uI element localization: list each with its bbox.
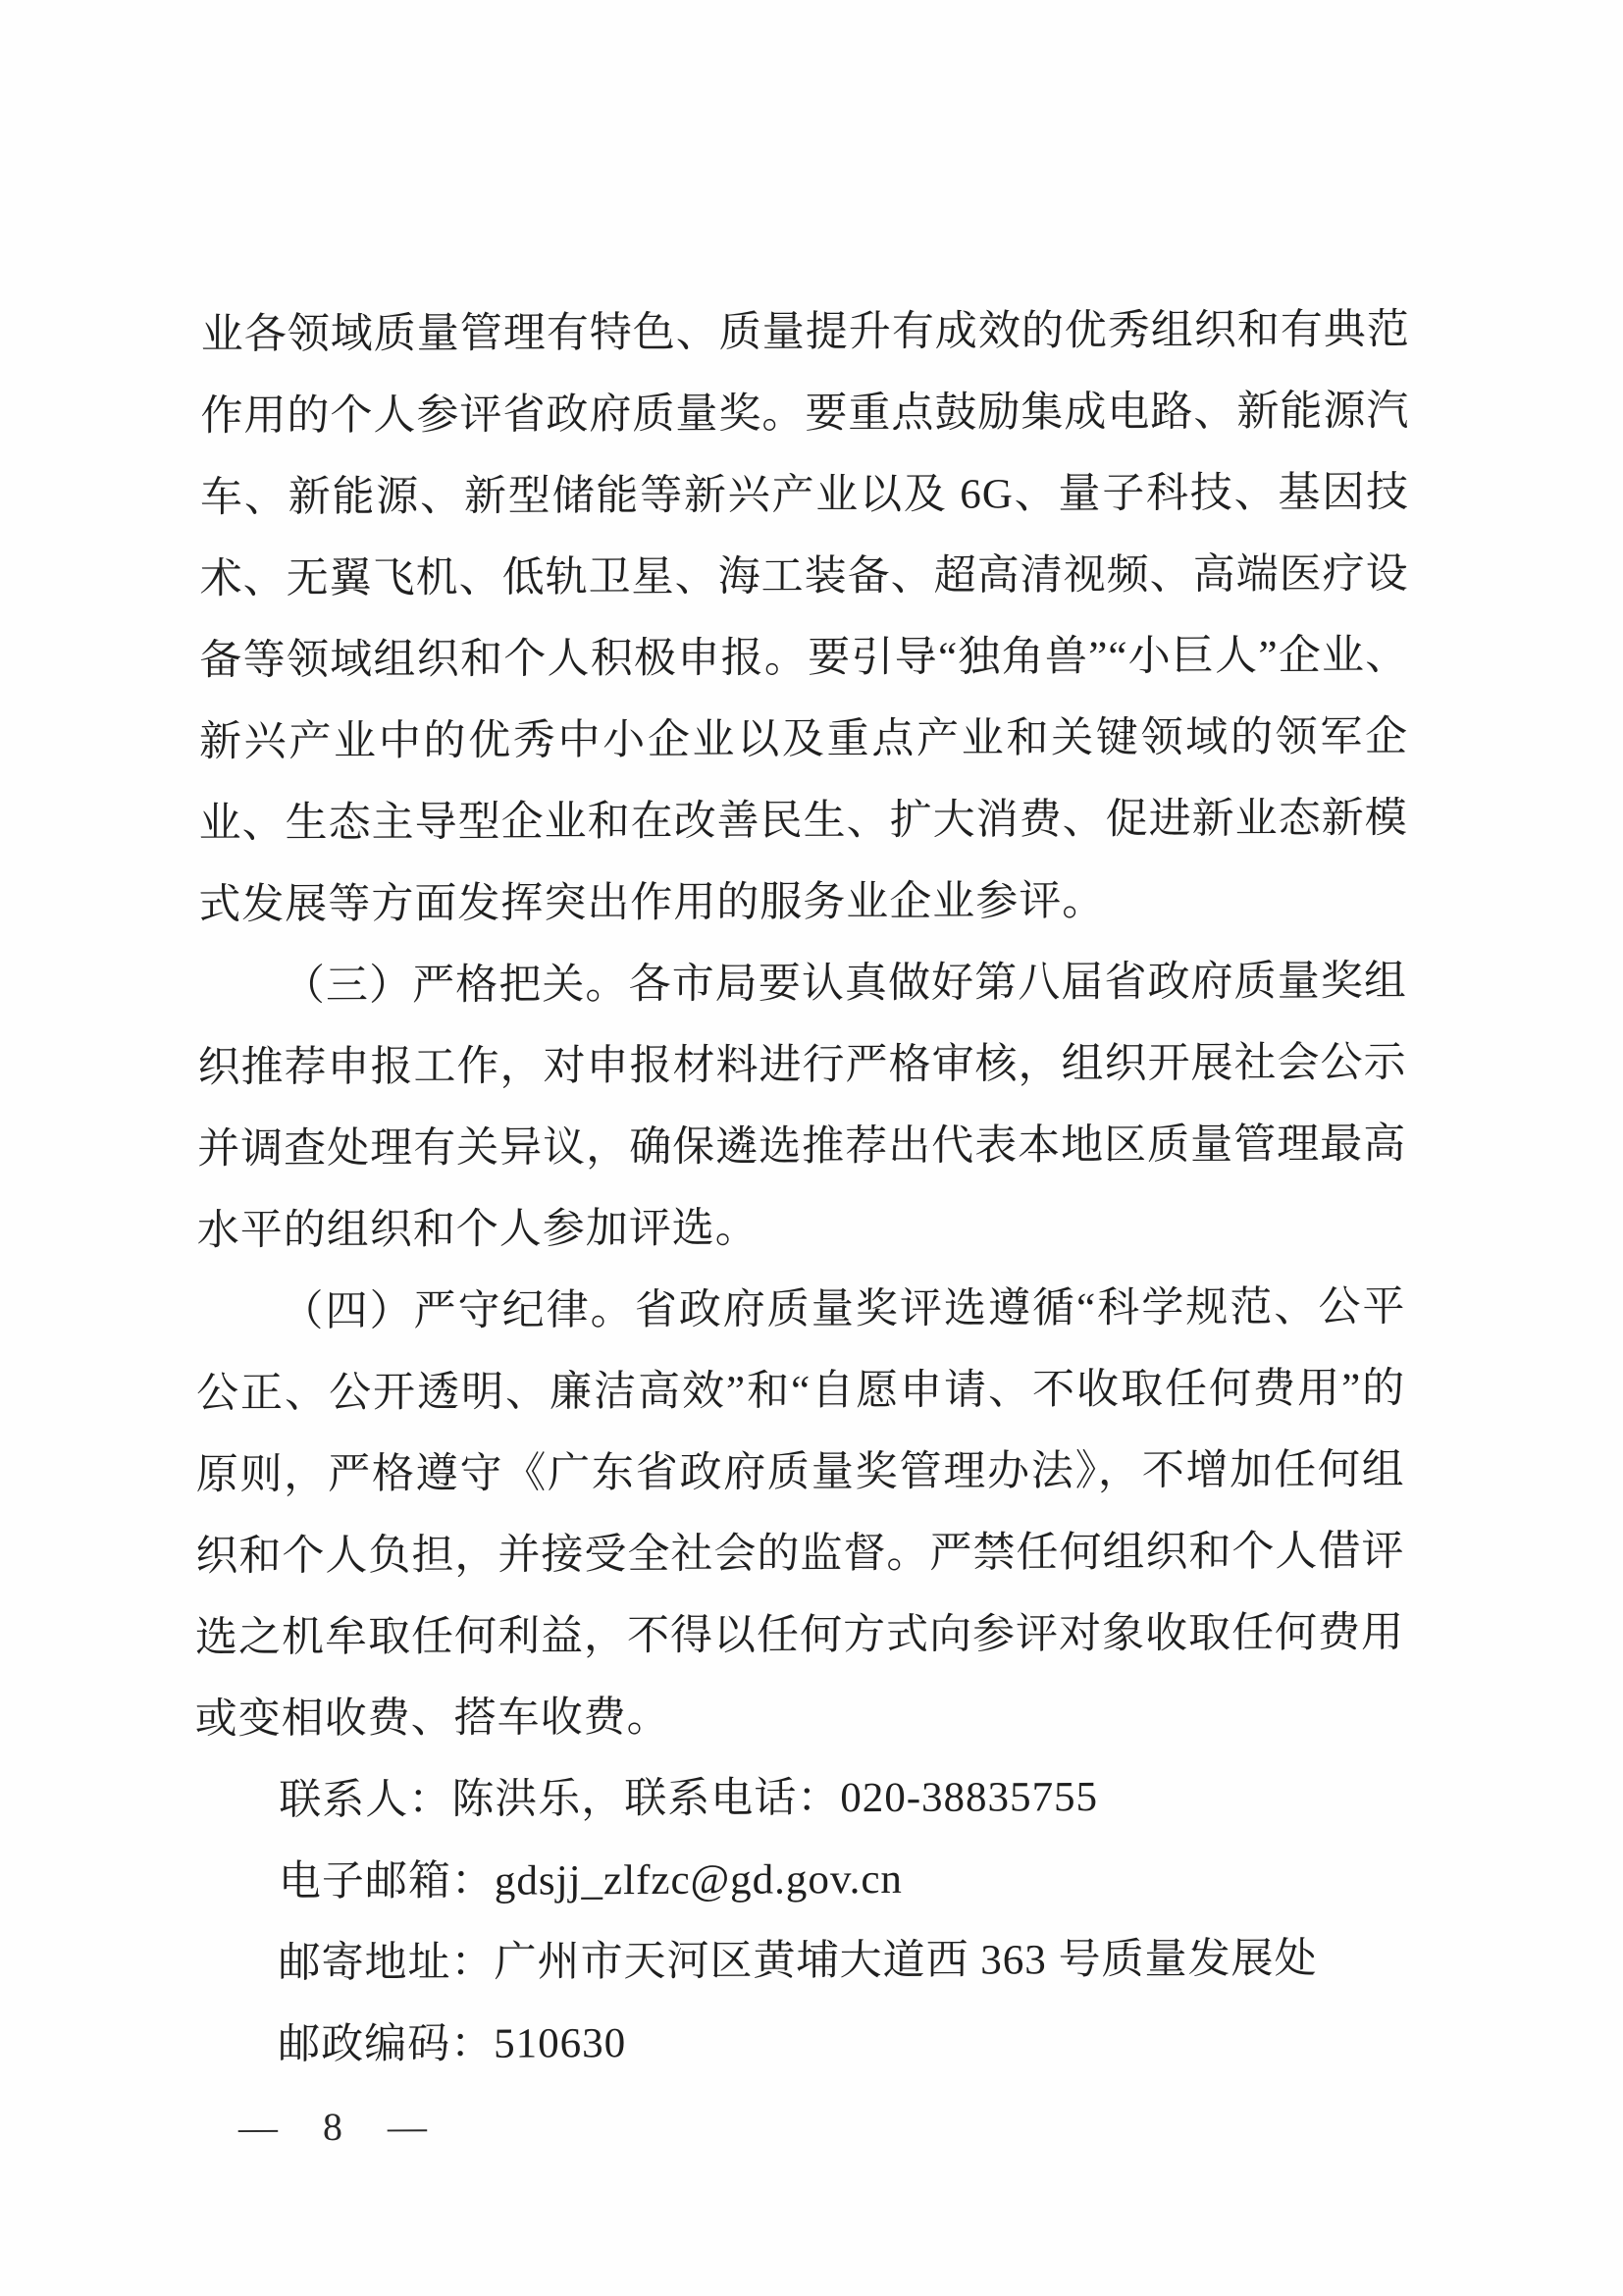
paragraph-item-three-strict-check: （三）严格把关。各市局要认真做好第八届省政府质量奖组织推荐申报工作，对申报材料进行严格审核，组织开展社会公示并调查处理有关异议，确保遴选推荐出代表本地区质量管理最高水平的组织和个人参加评选。 xyxy=(196,958,1408,1255)
paragraph-item-four-discipline: （四）严守纪律。省政府质量奖评选遵循“科学规范、公平公正、公开透明、廉洁高效”和“自愿申请、不收取任何费用”的原则，严格遵守《广东省政府质量奖管理办法》，不增加任何组织和个人负担，并接受全社会的监督。严禁任何组织和个人借评选之机牟取任何利益，不得以任何方式向参评对象收取任何费用或变相收费、搭车收费。 xyxy=(194,1283,1406,1744)
mailing-address-line: 邮寄地址：广州市天河区黄埔大道西 363 号质量发展处 xyxy=(278,1936,1318,1987)
contact-person-line: 联系人：陈洪乐，联系电话：020-38835755 xyxy=(279,1774,1099,1824)
email-line: 电子邮箱：gdsjj_zlfzc@gd.gov.cn xyxy=(278,1855,904,1905)
document-body xyxy=(193,289,1410,2086)
postal-code-line: 邮政编码：510630 xyxy=(278,2020,627,2068)
page-number: — 8 — xyxy=(237,2104,436,2150)
paragraph-continued-quality-award: 业各领域质量管理有特色、质量提升有成效的优秀组织和有典范作用的个人参评省政府质量奖。要重点鼓励集成电路、新能源汽车、新能源、新型储能等新兴产业以及 6G、量子科技、基因技术、无翼飞机、低轨卫星、海工装备、超高清视频、高端医疗设备等领域组织和个人积极申报。要引导“独角兽”“小巨人”企业、新兴产业中的优秀中小企业以及重点产业和关键领域的领军企业、生态主导型企业和在改善民生、扩大消费、促进新业态新模式发展等方面发挥突出作用的服务业企业参评。 xyxy=(198,306,1410,929)
